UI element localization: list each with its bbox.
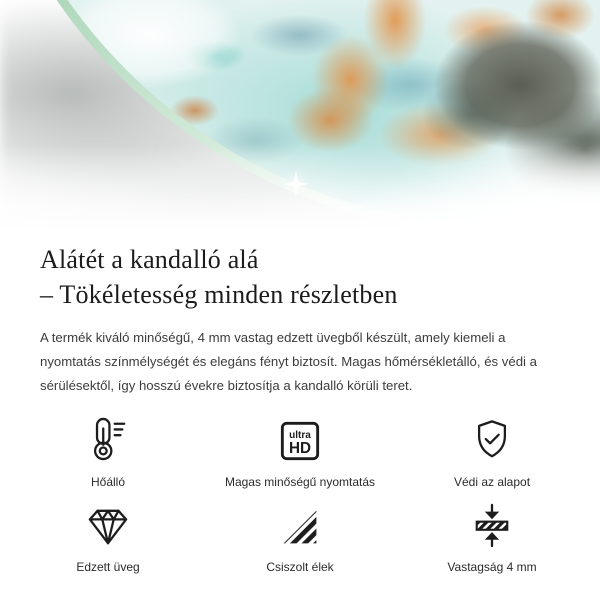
polished-edge-icon xyxy=(280,501,320,547)
ultra-hd-badge-bottom: HD xyxy=(288,439,312,457)
feature-high-quality-print xyxy=(204,416,396,490)
feature-grid xyxy=(12,416,588,575)
shield-check-icon xyxy=(471,416,513,462)
feature-label: Hőálló xyxy=(90,475,126,489)
feature-label: Vastagság 4 mm xyxy=(447,560,537,574)
feature-protects-base xyxy=(396,416,588,490)
diamond-icon xyxy=(86,501,130,547)
feature-tempered-glass xyxy=(12,501,204,575)
page-title-line1: Alátét a kandalló alá xyxy=(40,245,259,274)
feature-label: Csiszolt élek xyxy=(266,560,334,574)
feature-heat-resistant xyxy=(12,416,204,490)
feature-thickness xyxy=(396,501,588,575)
feature-label: Magas minőségű nyomtatás xyxy=(224,475,376,489)
ultra-hd-badge-top: ultra xyxy=(289,430,311,442)
feature-label: Védi az alapot xyxy=(453,475,531,489)
ultra-hd-icon xyxy=(279,416,321,462)
product-photo xyxy=(0,0,600,234)
thermometer-icon xyxy=(87,416,129,462)
product-description: A termék kiváló minőségű, 4 mm vastag edzett üvegből készült, amely kiemeli a nyomtatás színmélységét és elegáns fényt biztosít. Magas hőmérsékletálló, és védi a sérülésektől, így hosszú évekre biztosítja a kandalló körüli teret. xyxy=(40,330,537,393)
page-title-line2: – Tökéletesség minden részletben xyxy=(40,280,398,309)
feature-label: Edzett üveg xyxy=(76,560,140,574)
sparkle-glint-icon xyxy=(283,171,309,197)
thickness-icon xyxy=(471,501,513,547)
page-title xyxy=(40,242,600,312)
feature-polished-edges xyxy=(204,501,396,575)
